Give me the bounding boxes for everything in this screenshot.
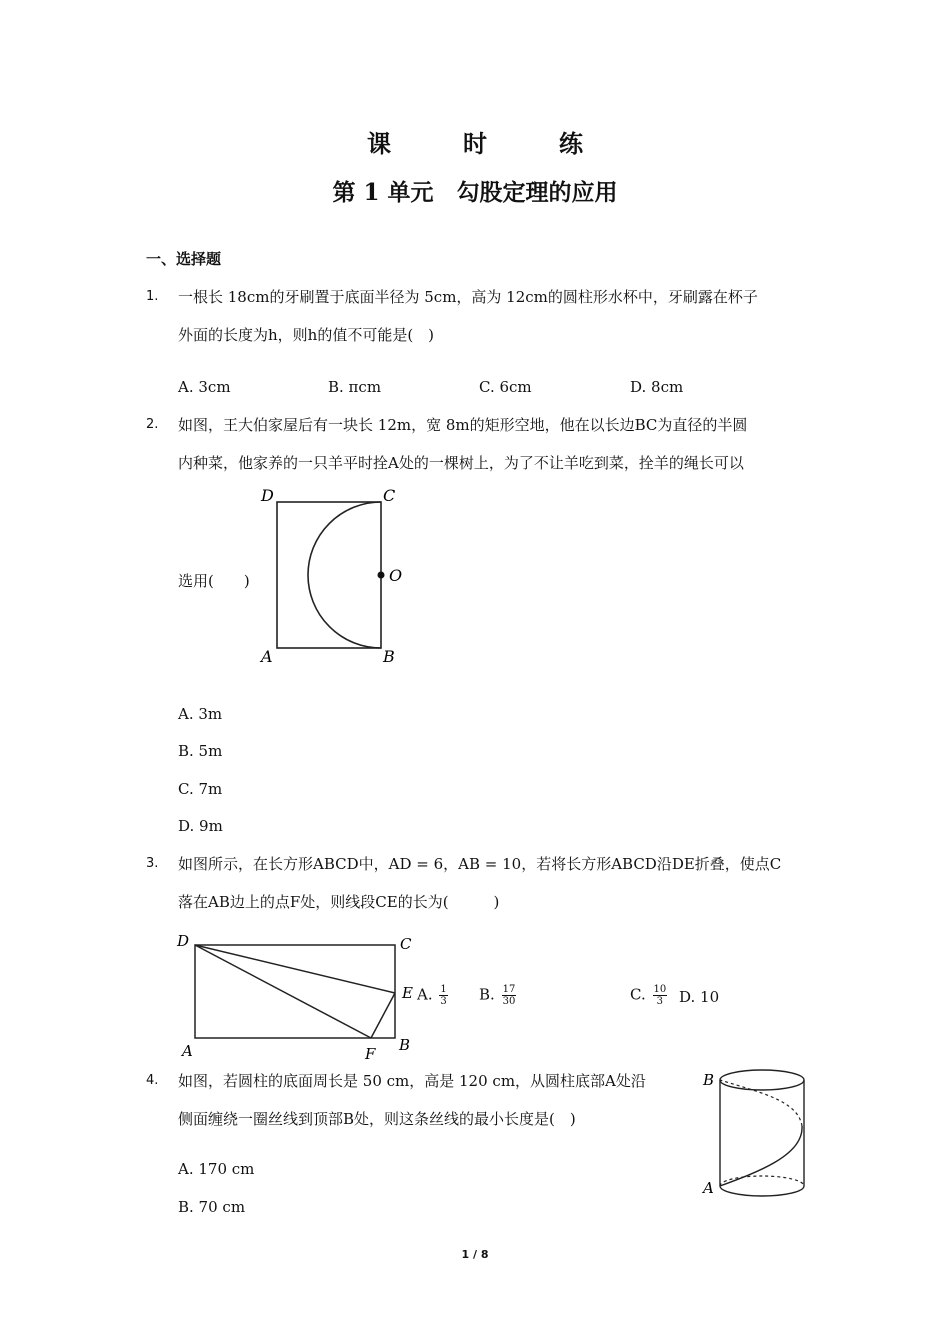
q3-option-c: C. $\frac{10}{3}$ [630,984,667,1007]
q4-top-ellipse [720,1070,804,1090]
q2-number: 2. [146,417,159,432]
q1-line1: 一根长 18cm的牙刷置于底面半径为 5cm，高为 12cm的圆柱形水杯中，牙刷露在杯子 [178,288,758,306]
q3-label-c: C [400,935,412,953]
q3-option-d: D. 10 [679,988,720,1006]
q4-label-b: B [703,1071,715,1089]
q4-label-a: A [703,1179,714,1197]
q1-option-c: C. 6cm [479,378,532,396]
q4-cylinder-figure [698,1060,813,1205]
q2-center-point [378,572,385,579]
q4-option-a: A. 170 cm [178,1160,255,1178]
q3-label-d: D [177,932,190,950]
section-heading: 一、选择题 [146,250,222,268]
q4-line2: 侧面缠绕一圈丝线到顶部B处，则这条丝线的最小长度是( ) [178,1110,576,1128]
q4-thread-front [720,1126,802,1186]
q3-line-de [195,945,395,993]
q3-line1: 如图所示，在长方形ABCD中，AD = 6，AB = 10，若将长方形ABCD沿DE折叠，使点C [178,855,782,873]
q3-option-a: A. $\frac{1}{3}$ [417,984,447,1007]
q4-number: 4. [146,1073,159,1088]
q1-option-b: B. πcm [328,378,382,396]
q3-line2: 落在AB边上的点F处，则线段CE的长为( ) [178,893,500,911]
page-title: 课 时 练 [367,129,607,158]
q3-label-f: F [365,1045,376,1063]
q3-line-df [195,945,371,1038]
q4-option-b: B. 70 cm [178,1198,246,1216]
page-subtitle: 第 1 单元 勾股定理的应用 [332,179,618,206]
q1-line2: 外面的长度为h，则h的值不可能是( ) [178,326,435,344]
q3-label-e: E [402,984,413,1002]
q2-figure [255,485,415,670]
q1-option-a: A. 3cm [178,378,231,396]
q3-option-b: B. $\frac{17}{30}$ [479,984,516,1007]
page-number: 1 / 8 [461,1248,489,1261]
q3-rectangle [195,945,395,1038]
q2-label-b: B [383,647,395,666]
q2-line3: 选用( ) [178,572,250,590]
q2-label-c: C [383,486,396,505]
q3-number: 3. [146,856,159,871]
q3-label-a: A [182,1042,193,1060]
q2-option-c: C. 7m [178,780,223,798]
q3-line-fe [371,993,395,1038]
q1-option-d: D. 8cm [630,378,684,396]
q2-label-a: A [261,647,273,666]
q4-bottom-front [720,1186,804,1196]
q2-option-a: A. 3m [178,705,223,723]
q2-line2: 内种菜，他家养的一只羊平时拴A处的一棵树上，为了不让羊吃到菜，拴羊的绳长可以 [178,454,744,472]
q1-number: 1. [146,289,159,304]
q2-line1: 如图，王大伯家屋后有一块长 12m，宽 8m的矩形空地，他在以长边BC为直径的半圆 [178,416,748,434]
q3-figure [172,930,422,1065]
q4-line1: 如图，若圆柱的底面周长是 50 cm，高是 120 cm，从圆柱底部A处沿 [178,1072,646,1090]
q2-label-o: O [389,566,403,585]
q2-option-d: D. 9m [178,817,223,835]
q2-label-d: D [261,486,274,505]
q2-semicircle [308,502,381,648]
q2-option-b: B. 5m [178,742,223,760]
q3-label-b: B [399,1036,411,1054]
